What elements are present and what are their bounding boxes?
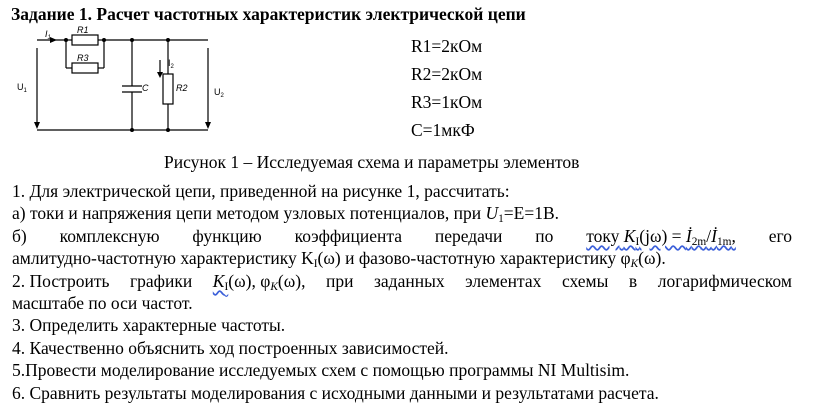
r2-label: R2 bbox=[176, 83, 188, 93]
param-r3: R3=1кОм bbox=[411, 92, 483, 112]
task-1a: а) токи и напряжения цепи методом узловых потенциалов, при $U_1=E=1B$. bbox=[12, 203, 560, 226]
element-parameters bbox=[411, 32, 482, 144]
r1-label: R1 bbox=[77, 26, 89, 35]
u1-label: $U_1$ bbox=[17, 82, 27, 94]
figure-caption: Рисунок 1 – Исследуемая схема и параметры элементов bbox=[164, 152, 580, 172]
circuit-diagram bbox=[8, 26, 248, 138]
param-r2: R2=2кОм bbox=[411, 64, 483, 84]
u1-arrowhead bbox=[34, 122, 40, 129]
task-1b-line1: б) комплексную функцию коэффициента передачи по току $K_I(j\omega)$ = $İ_{2m}/İ_{1m}$, его bbox=[12, 225, 792, 248]
r3-resistor bbox=[72, 63, 98, 73]
r3-label: R3 bbox=[77, 53, 89, 63]
task-1b-line2: амлитудно-частотную характеристику $K_I(\omega)$ и фазово-частотную характеристику $\varphi_K(\omega)$. bbox=[12, 248, 666, 271]
node-dot bbox=[166, 128, 170, 132]
i1-label: $I_1$ bbox=[45, 29, 51, 41]
task-title bbox=[11, 4, 526, 25]
i2-arrowhead bbox=[157, 72, 163, 78]
task-3: 3. Определить характерные частоты. bbox=[12, 315, 286, 336]
task-1: 1. Для электрической цепи, приведенной на рисунке 1, рассчитать: bbox=[12, 181, 510, 201]
task-5: 5.Провести моделирование исследуемых схем с помощью программы NI Multisim. bbox=[12, 360, 630, 381]
i2-label: $I_2$ bbox=[168, 58, 174, 70]
node-dot bbox=[130, 38, 134, 42]
transfer-function-formula: току $K_I(j\omega)$ = $İ_{2m}/İ_{1m}$, bbox=[586, 225, 736, 248]
node-dot bbox=[102, 38, 106, 42]
r1-resistor bbox=[72, 35, 98, 45]
task-title-number: Задание 1. bbox=[11, 4, 93, 24]
param-c: С=1мкФ bbox=[411, 120, 475, 140]
u2-arrowhead bbox=[205, 122, 211, 129]
task-list bbox=[12, 180, 792, 404]
u2-label: $U_2$ bbox=[214, 87, 224, 99]
task-4: 4. Качественно объяснить ход построенных зависимостей. bbox=[12, 337, 449, 358]
c-label: C bbox=[142, 83, 149, 93]
task-6: 6. Сравнить результаты моделирования с исходными данными и результатами расчета. bbox=[12, 382, 659, 403]
task-2-line2: масштабе по оси частот. bbox=[12, 293, 193, 314]
param-r1: R1=2кОм bbox=[411, 36, 483, 56]
task-title-text: Расчет частотных характеристик электрической цепи bbox=[96, 4, 526, 24]
r2-resistor bbox=[163, 74, 173, 104]
i1-arrowhead bbox=[50, 37, 57, 43]
task-2-line1: 2. Построить графики $K_I(\omega)$, $\varphi_K(\omega)$, при заданных элементах схемы в логарифмическом bbox=[12, 270, 792, 293]
node-dot bbox=[64, 38, 68, 42]
node-dot bbox=[130, 128, 134, 132]
node-dot bbox=[166, 38, 170, 42]
